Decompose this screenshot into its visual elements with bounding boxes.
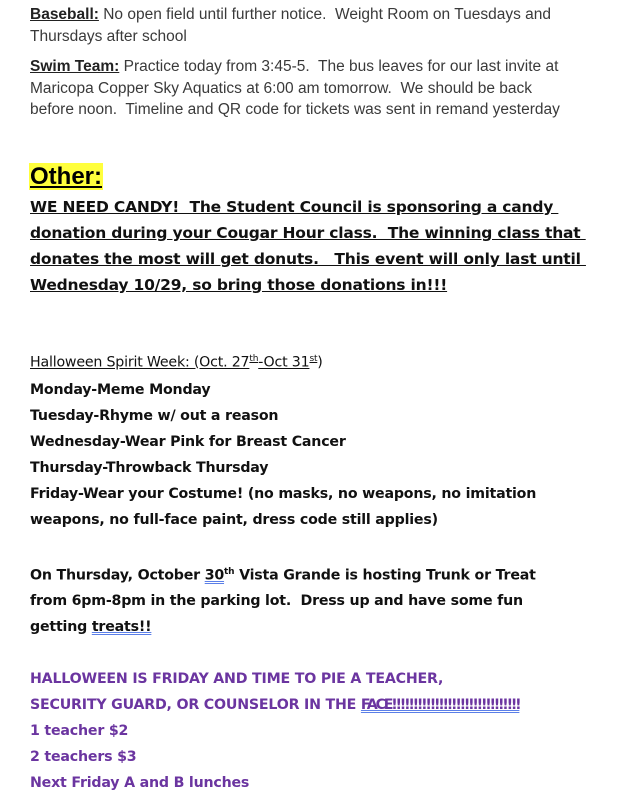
swim-line-3: before noon. Timeline and QR code for tickets was sent in remand yesterday [30,101,560,118]
candy-line: Wednesday 10/29, so bring those donations in!!! [30,276,448,294]
spirit-header-text: -Oct 31 [258,354,310,371]
sup: th [224,567,235,577]
swim-text: Practice today from 3:45-5. The bus leaves for our last invite at [119,58,559,75]
pie-schedule: Next Friday A and B lunches [30,775,250,791]
pie-text: FACE!!!!!!!!!!!!!!!!!!!!!!!!!!!!!! [360,697,520,713]
sup: st [309,354,318,364]
spirit-day: Tuesday-Rhyme w/ out a reason [30,408,279,424]
spirit-header-text: Halloween Spirit Week: (Oct. 27 [30,354,250,371]
other-heading: Other: [30,163,102,190]
pie-text: SECURITY GUARD, OR COUNSELOR IN THE [30,697,361,713]
pie-price: 1 teacher $2 [30,723,129,739]
trunk-text: treats!! [91,619,152,635]
trunk-text: Vista Grande is hosting Trunk or Treat [234,567,536,584]
trunk-text: getting [30,619,92,635]
pie-line-1: HALLOWEEN IS FRIDAY AND TIME TO PIE A TEACHER, [30,671,444,687]
baseball-label: Baseball: [30,6,99,23]
trunk-date: 30 [204,567,225,584]
spirit-day: Friday-Wear your Costume! (no masks, no weapons, no imitation [30,486,537,502]
sup: th [249,354,259,364]
spirit-week-header [30,354,323,371]
trunk-line-1 [30,567,536,584]
candy-line: donation during your Cougar Hour class. The winning class that [30,224,586,242]
candy-line: WE NEED CANDY! The Student Council is sponsoring a candy [30,198,559,216]
pie-line-2 [30,697,519,713]
swim-label: Swim Team: [30,58,120,75]
spirit-day: Monday-Meme Monday [30,382,211,398]
spirit-day: Thursday-Throwback Thursday [30,460,269,476]
swim-line-1 [30,58,558,76]
spirit-day: Wednesday-Wear Pink for Breast Cancer [30,434,346,450]
swim-line-2: Maricopa Copper Sky Aquatics at 6:00 am tomorrow. We should be back [30,80,532,97]
trunk-line-3 [30,619,151,635]
candy-line: donates the most will get donuts. This event will only last until [30,250,586,268]
baseball-text: No open field until further notice. Weight Room on Tuesdays and [98,6,551,23]
trunk-text: On Thursday, October [30,567,205,584]
spirit-header-text: ) [317,354,323,371]
other-heading-wrap [29,163,103,191]
baseball-line-1 [30,6,551,24]
trunk-line-2: from 6pm-8pm in the parking lot. Dress up and have some fun [30,593,523,609]
pie-price: 2 teachers $3 [30,749,137,765]
spirit-day: weapons, no full-face paint, dress code still applies) [30,512,438,528]
baseball-line-2: Thursdays after school [30,28,187,45]
